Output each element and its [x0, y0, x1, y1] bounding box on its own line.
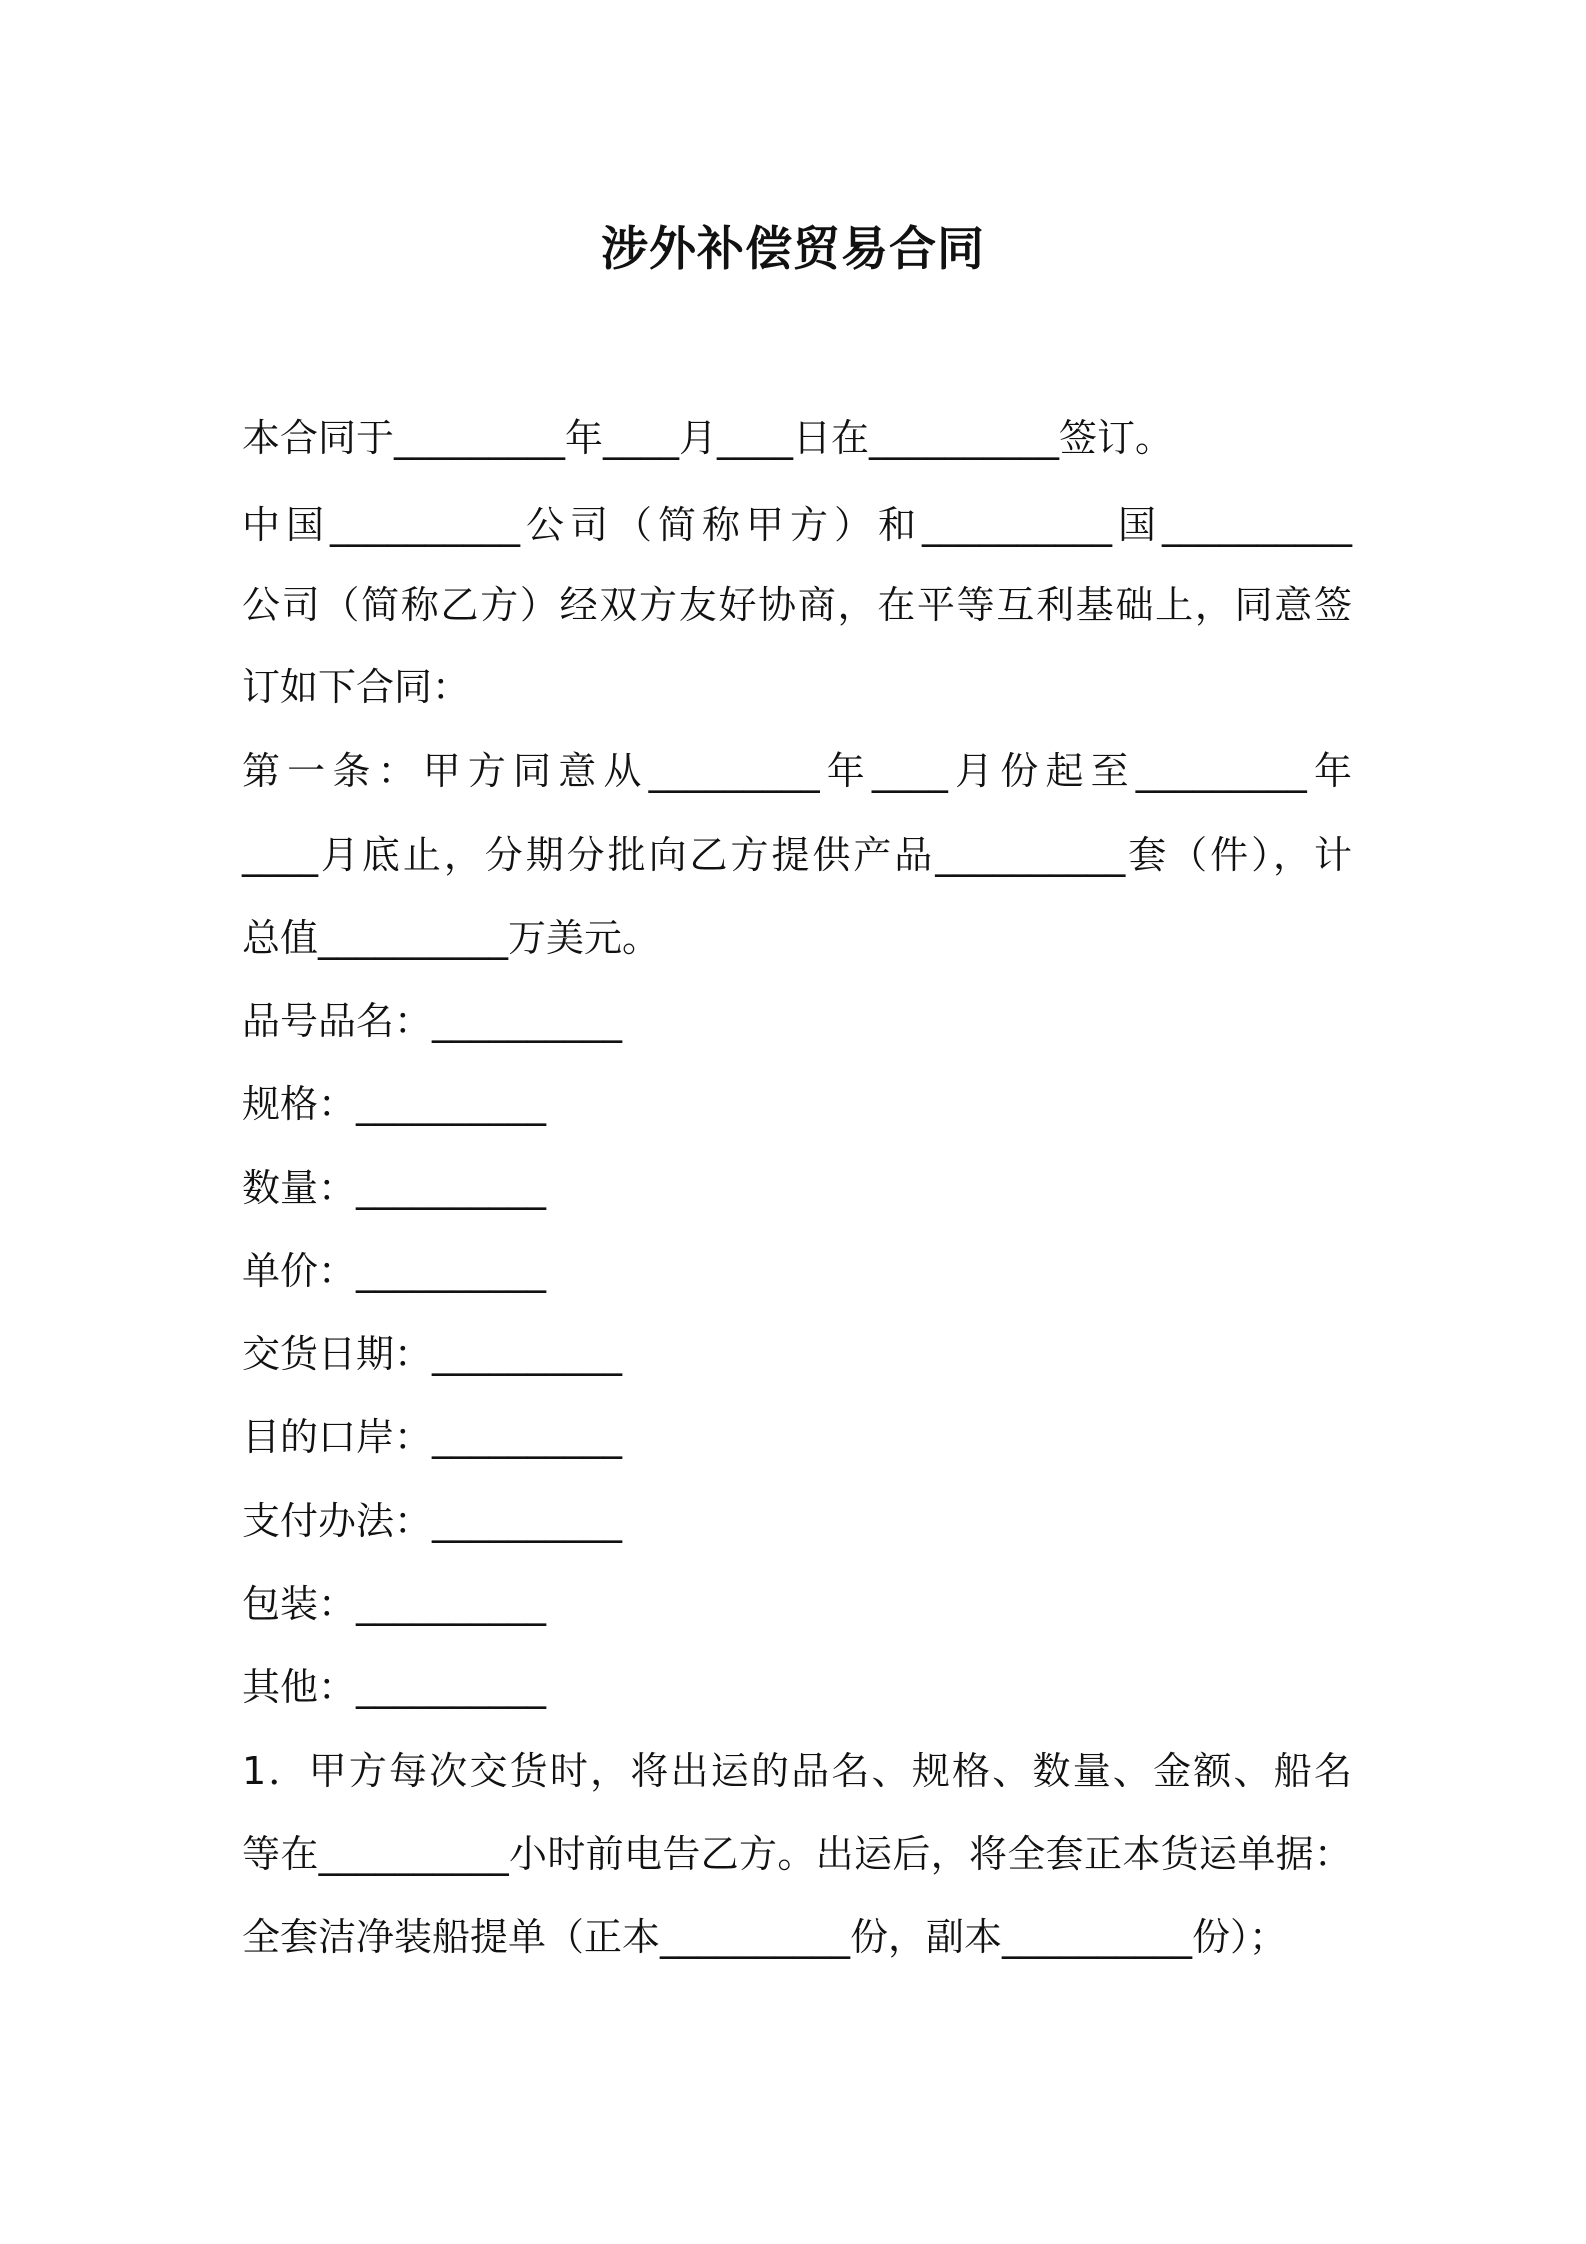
clause-1-line-1: 1．甲方每次交货时，将出运的品名、规格、数量、金额、船名 — [242, 1749, 1352, 1793]
document-title: 涉外补偿贸易合同 — [601, 222, 985, 277]
parties-line-3: 订如下合同： — [242, 665, 471, 709]
field-other: 其他：__________ — [242, 1665, 547, 1709]
contract-date-line: 本合同于_________年____月____日在__________签订。 — [242, 416, 1174, 460]
field-delivery-date: 交货日期：__________ — [242, 1332, 623, 1376]
field-quantity: 数量：__________ — [242, 1166, 547, 1210]
field-payment-method: 支付办法：__________ — [242, 1499, 623, 1543]
field-unit-price: 单价：__________ — [242, 1249, 547, 1293]
parties-line-1: 中国__________公司（简称甲方）和__________国__________ — [242, 503, 1352, 547]
field-specification: 规格：__________ — [242, 1082, 547, 1126]
clause-1-line-2: 等在__________小时前电告乙方。出运后，将全套正本货运单据： — [242, 1832, 1352, 1876]
article-1-line-2: ____月底止，分期分批向乙方提供产品__________套（件），计 — [242, 833, 1352, 877]
clause-1-line-3: 全套洁净装船提单（正本__________份，副本__________份）； — [242, 1915, 1288, 1959]
field-product-name: 品号品名：__________ — [242, 999, 623, 1043]
parties-line-2: 公司（简称乙方）经双方友好协商，在平等互利基础上，同意签 — [242, 583, 1352, 627]
field-destination-port: 目的口岸：__________ — [242, 1415, 623, 1459]
article-1-line-1: 第一条：甲方同意从_________年____月份起至_________年 — [242, 749, 1352, 793]
article-1-line-3: 总值__________万美元。 — [242, 916, 661, 960]
field-packaging: 包装：__________ — [242, 1582, 547, 1626]
